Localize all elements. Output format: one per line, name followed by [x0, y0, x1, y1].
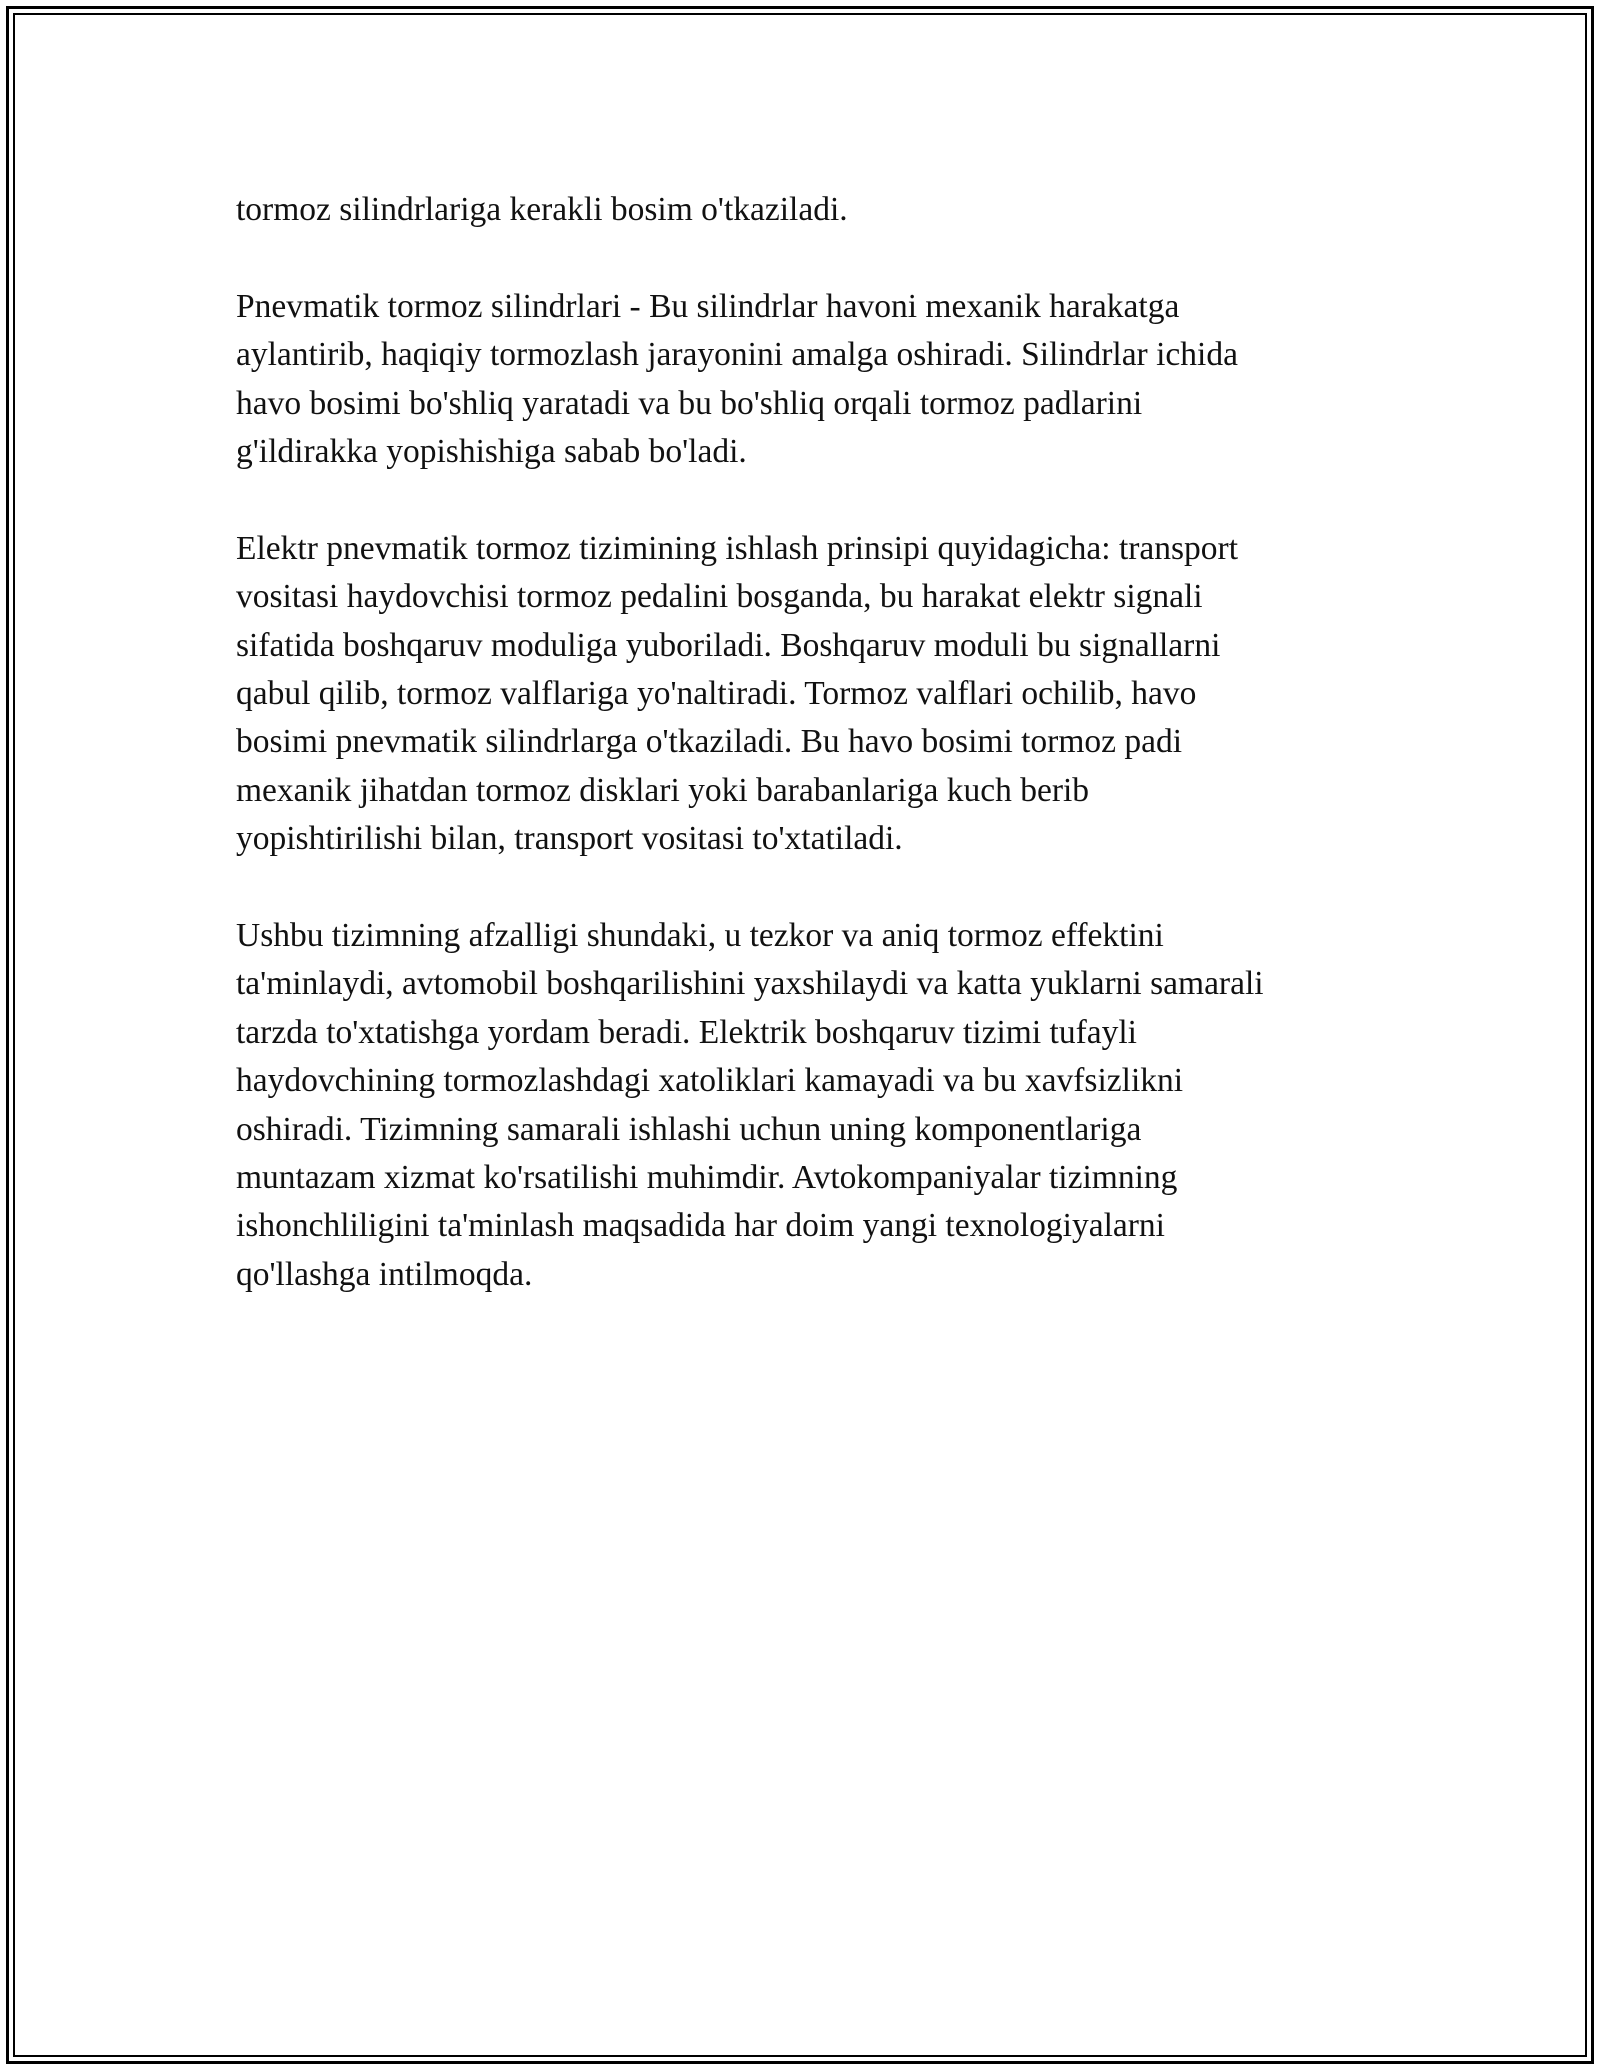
- paragraph-advantages: Ushbu tizimning afzalligi shundaki, u tezkor va aniq tormoz effektini ta'minlaydi, avtomobil boshqarilishini yaxshilaydi va katta yuklarni samarali tarzda to'xtatishga yordam beradi. Elektrik boshqaruv tizimi tufayli haydovchining tormozlashdagi xatoliklari kamayadi va bu xavfsizlikni oshiradi. Tizimning samarali ishlashi uchun uning komponentlariga muntazam xizmat ko'rsatilishi muhimdir. Avtokompaniyalar tizimning ishonchliligini ta'minlash maqsadida har doim yangi texnologiyalarni qo'llashga intilmoqda.: [236, 917, 1264, 1293]
- paragraph-working-principle: Elektr pnevmatik tormoz tizimining ishlash prinsipi quyidagicha: transport vositasi haydovchisi tormoz pedalini bosganda, bu harakat elektr signali sifatida boshqaruv moduliga yuboriladi. Boshqaruv moduli bu signallarni qabul qilib, tormoz valflariga yo'naltiradi. Tormoz valflari ochilib, havo bosimi pnevmatik silindrlarga o'tkaziladi. Bu havo bosimi tormoz padi mexanik jihatdan tormoz disklari yoki barabanlariga kuch berib yopishtirilishi bilan, transport vositasi to'xtatiladi.: [236, 529, 1239, 858]
- document-body: [236, 186, 1366, 1348]
- paragraph-continuation: tormoz silindrlariga kerakli bosim o'tkaziladi.: [236, 191, 848, 228]
- paragraph-pneumatic-cylinders: Pnevmatik tormoz silindrlari - Bu silindrlar havoni mexanik harakatga aylantirib, haqiqiy tormozlash jarayonini amalga oshiradi. Silindrlar ichida havo bosimi bo'shliq yaratadi va bu bo'shliq orqali tormoz padlarini g'ildirakka yopishishiga sabab bo'ladi.: [236, 287, 1238, 471]
